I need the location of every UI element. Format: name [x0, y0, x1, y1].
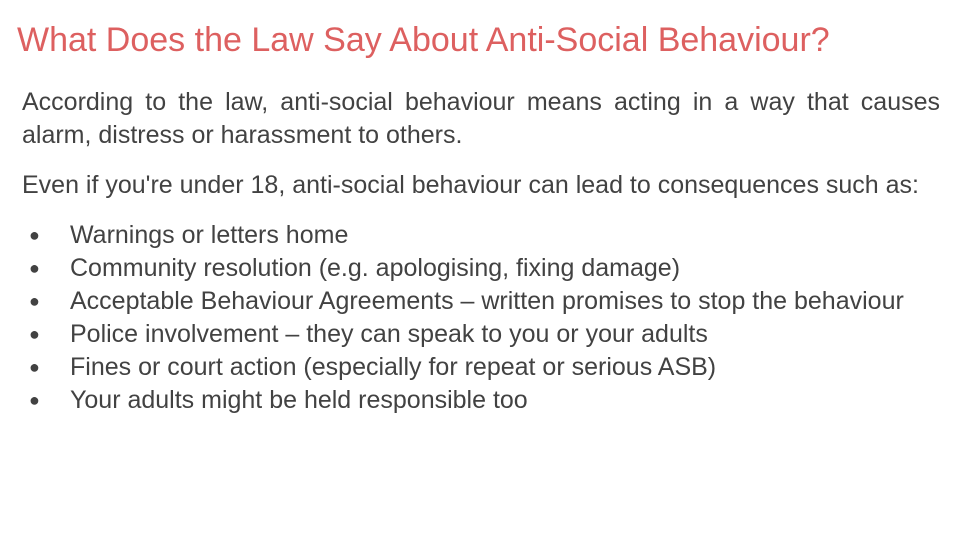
- list-item-text: Fines or court action (especially for repeat or serious ASB): [70, 353, 717, 381]
- list-item: [22, 318, 940, 351]
- list-item: [22, 252, 940, 285]
- bullet-icon: ●: [29, 225, 40, 245]
- list-item-text: Community resolution (e.g. apologising, fixing damage): [70, 254, 681, 282]
- bullet-icon: ●: [29, 324, 40, 344]
- bullet-icon: ●: [29, 291, 40, 311]
- consequences-list: [22, 219, 940, 417]
- intro-paragraph: According to the law, anti-social behaviour means acting in a way that causes alarm, distress or harassment to others.: [22, 88, 940, 149]
- list-item: [22, 384, 940, 417]
- bullet-icon: ●: [29, 258, 40, 278]
- list-item-text: Acceptable Behaviour Agreements – written promises to stop the behaviour: [70, 287, 904, 315]
- list-item: [22, 285, 940, 318]
- list-item-text: Police involvement – they can speak to you or your adults: [70, 320, 708, 348]
- slide-body: [22, 86, 940, 417]
- bullet-icon: ●: [29, 390, 40, 410]
- bullet-icon: ●: [29, 357, 40, 377]
- slide-title: What Does the Law Say About Anti-Social Behaviour?: [17, 21, 830, 59]
- list-item-text: Warnings or letters home: [70, 221, 349, 249]
- list-item: [22, 219, 940, 252]
- consequences-intro-paragraph: Even if you're under 18, anti-social behaviour can lead to consequences such as:: [22, 171, 919, 199]
- list-item-text: Your adults might be held responsible too: [70, 386, 528, 414]
- list-item: [22, 351, 940, 384]
